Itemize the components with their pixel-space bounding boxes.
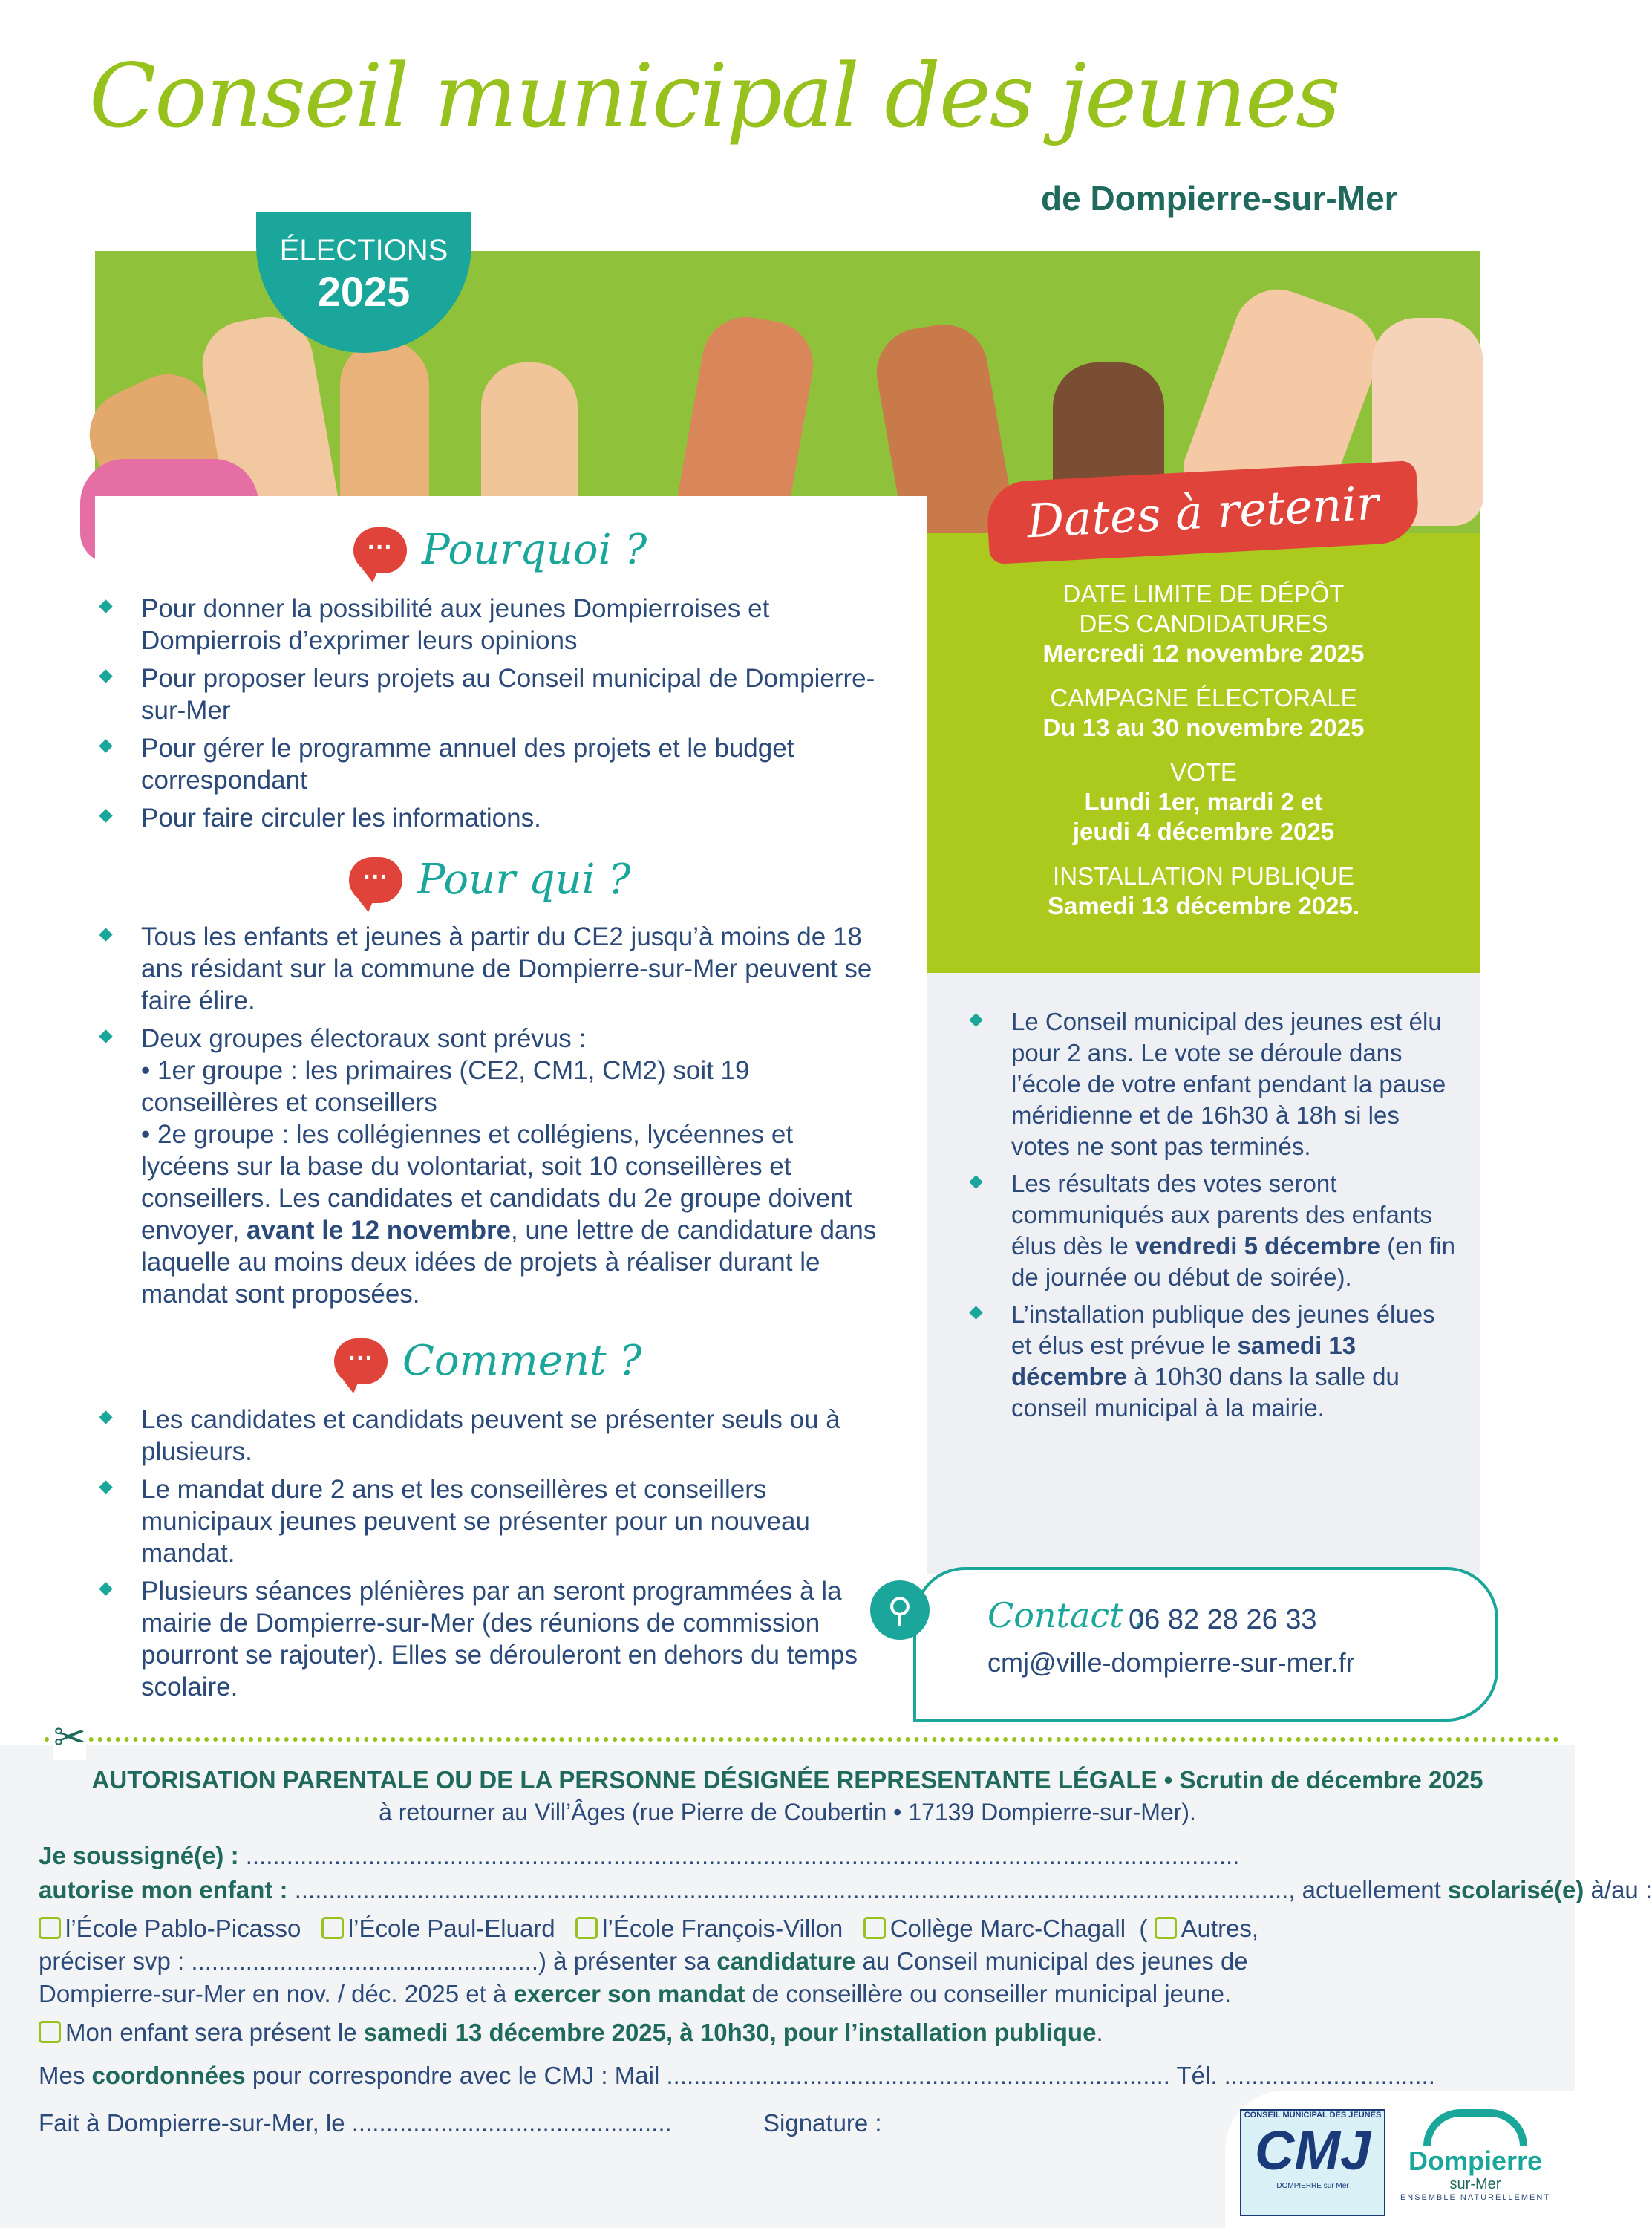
speech-bubble-icon: ··· — [353, 527, 407, 573]
comment-title: Comment ? — [402, 1337, 642, 1385]
pour-qui-list — [95, 921, 882, 1316]
soussigne-field[interactable]: .................................................................................................................................................. — [245, 1842, 1240, 1869]
list-item: Plusieurs séances plénières par an seront programmées à la mairie de Dompierre-sur-Mer (des réunions de commission pourront se rajouter). Elles se dérouleront en dehors du temps scolaire. — [95, 1575, 882, 1703]
date-block: CAMPAGNE ÉLECTORALE Du 13 au 30 novembre 2025 — [1042, 684, 1365, 741]
group-1-text: • 1er groupe : les primaires (CE2, CM1, CM2) soit 19 conseillères et conseillers — [141, 1056, 750, 1117]
cut-line — [45, 1737, 1559, 1742]
list-item: Deux groupes électoraux sont prévus : • 1er groupe : les primaires (CE2, CM1, CM2) soit 19 conseillères et conseillers • 2e groupe : les collégiennes et collégiens, lycéennes et lycéens sur la base du volontariat, soit 10 conseillères et conseillers. Les candidates et candidats du 2e groupe doivent envoyer, avant le 12 novembre, une lettre de candidature dans laquelle au moins deux idées de projets à réaliser durant le mandat sont proposées. — [95, 1023, 882, 1310]
pour-qui-title: Pour qui ? — [417, 856, 631, 904]
pourquoi-heading — [353, 526, 647, 574]
list-item: Tous les enfants et jeunes à partir du CE2 jusqu’à moins de 18 ans résidant sur la commune de Dompierre-sur-Mer peuvent se faire élire. — [95, 921, 882, 1017]
date-block: VOTE Lundi 1er, mardi 2 et jeudi 4 décembre 2025 — [1072, 758, 1335, 845]
badge-label: ÉLECTIONS — [279, 234, 448, 267]
comment-list — [95, 1404, 882, 1709]
list-item: Le Conseil municipal des jeunes est élu pour 2 ans. Le vote se déroule dans l’école de votre enfant pendant la pause méridienne et de 16h30 à 18h si les votes ne sont pas terminés. — [965, 1006, 1455, 1162]
page-title: Conseil municipal des jeunes — [89, 45, 1339, 147]
pourquoi-list — [95, 593, 882, 840]
form-row-fait: Fait à Dompierre-sur-Mer, le ............................................... — [39, 2109, 672, 2137]
list-item: Pour gérer le programme annuel des projets et le budget correspondant — [95, 732, 882, 796]
dompierre-logo: Dompierre sur-Mer ENSEMBLE NATURELLEMENT — [1397, 2109, 1553, 2213]
school-checkbox[interactable]: Collège Marc-Chagall — [863, 1915, 1126, 1942]
right-info-list — [965, 1006, 1455, 1430]
speech-bubble-icon: ··· — [334, 1338, 388, 1384]
dates-ribbon-title: Dates à retenir — [986, 460, 1420, 564]
pourquoi-title: Pourquoi ? — [422, 526, 647, 574]
date-block: INSTALLATION PUBLIQUE Samedi 13 décembre 2025. — [1047, 862, 1360, 919]
date-block: DATE LIMITE DE DÉPÔT DES CANDIDATURES Mercredi 12 novembre 2025 — [1042, 580, 1365, 667]
scissors-icon: ✂ — [53, 1716, 86, 1759]
badge-year: 2025 — [317, 268, 411, 315]
form-title: AUTORISATION PARENTALE OU DE LA PERSONNE DÉSIGNÉE REPRESENTANTE LÉGALE • Scrutin de décembre 2025 — [91, 1766, 1483, 1794]
form-row-preciser: préciser svp : ...................................................) à présenter sa candidature au Conseil municipal des jeunes de — [39, 1947, 1248, 1975]
form-row-soussigne: Je soussigné(e) : .................................................................................................................................................. — [39, 1842, 1240, 1869]
school-checkbox[interactable]: l’École François-Villon — [575, 1915, 843, 1942]
form-row-coordonnees: Mes coordonnées pour correspondre avec le CMJ : Mail .......................................................................... Tél. ............................... — [39, 2062, 1435, 2089]
search-icon: ⚲ — [870, 1580, 930, 1640]
contact-box — [913, 1567, 1498, 1722]
school-checkbox[interactable]: l’École Paul-Eluard — [321, 1915, 555, 1942]
contact-email: cmj@ville-dompierre-sur-mer.fr — [987, 1647, 1355, 1678]
list-item: Pour proposer leurs projets au Conseil municipal de Dompierre-sur-Mer — [95, 662, 882, 726]
form-row-mandat: Dompierre-sur-Mer en nov. / déc. 2025 et à exercer son mandat de conseillère ou conseiller municipal jeune. — [39, 1980, 1232, 2007]
form-subtitle: à retourner au Vill’Âges (rue Pierre de Coubertin • 17139 Dompierre-sur-Mer). — [379, 1799, 1196, 1825]
school-checkbox[interactable]: Autres, — [1155, 1915, 1259, 1942]
page-subtitle: de Dompierre-sur-Mer — [1041, 179, 1398, 218]
dates-box — [927, 533, 1480, 973]
form-row-schools: l’École Pablo-Picasso l’École Paul-Eluard l’École François-Villon Collège Marc-Chagall ( Autres, — [39, 1915, 1258, 1943]
comment-heading — [334, 1337, 641, 1385]
list-item: Le mandat dure 2 ans et les conseillères et conseillers municipaux jeunes peuvent se présenter pour un nouveau mandat. — [95, 1473, 882, 1569]
pour-qui-heading — [349, 856, 630, 904]
enfant-field[interactable]: .................................................................................................................................................. — [294, 1876, 1289, 1903]
group-2-text: • 2e groupe : les collégiennes et collégiens, lycéennes et lycéens sur la base du volontariat, soit 10 conseillères et conseillers. Les candidates et candidats du 2e groupe doivent envoyer, avant le 12 novembre, une lettre de candidature dans laquelle au moins deux idées de projets à réaliser durant le mandat sont proposées. — [141, 1120, 877, 1309]
contact-phone: 06 82 28 26 33 — [1129, 1604, 1317, 1635]
school-checkbox[interactable]: l’École Pablo-Picasso — [39, 1915, 301, 1942]
list-item: Les résultats des votes seront communiqués aux parents des enfants élus dès le vendredi 5 décembre (en fin de journée ou début de soirée). — [965, 1168, 1455, 1293]
signature-label: Signature : — [763, 2109, 882, 2137]
list-item: Les candidates et candidats peuvent se présenter seuls ou à plusieurs. — [95, 1404, 882, 1468]
speech-bubble-icon: ··· — [349, 857, 402, 903]
form-row-autorise: autorise mon enfant : .................................................................................................................................................., actuellement scolarisé(e) à/au : — [39, 1876, 1652, 1903]
contact-label: Contact : — [987, 1595, 1146, 1635]
form-row-present: Mon enfant sera présent le samedi 13 décembre 2025, à 10h30, pour l’installation publique. — [39, 2019, 1103, 2047]
list-item: L’installation publique des jeunes élues et élus est prévue le samedi 13 décembre à 10h30 dans la salle du conseil municipal à la mairie. — [965, 1299, 1455, 1424]
list-item: Pour donner la possibilité aux jeunes Dompierroises et Dompierrois d’exprimer leurs opinions — [95, 593, 882, 657]
list-item: Pour faire circuler les informations. — [95, 802, 882, 834]
present-checkbox[interactable] — [39, 2021, 61, 2043]
cmj-logo: CONSEIL MUNICIPAL DES JEUNES CMJ DOMPIERRE sur Mer — [1240, 2109, 1385, 2216]
